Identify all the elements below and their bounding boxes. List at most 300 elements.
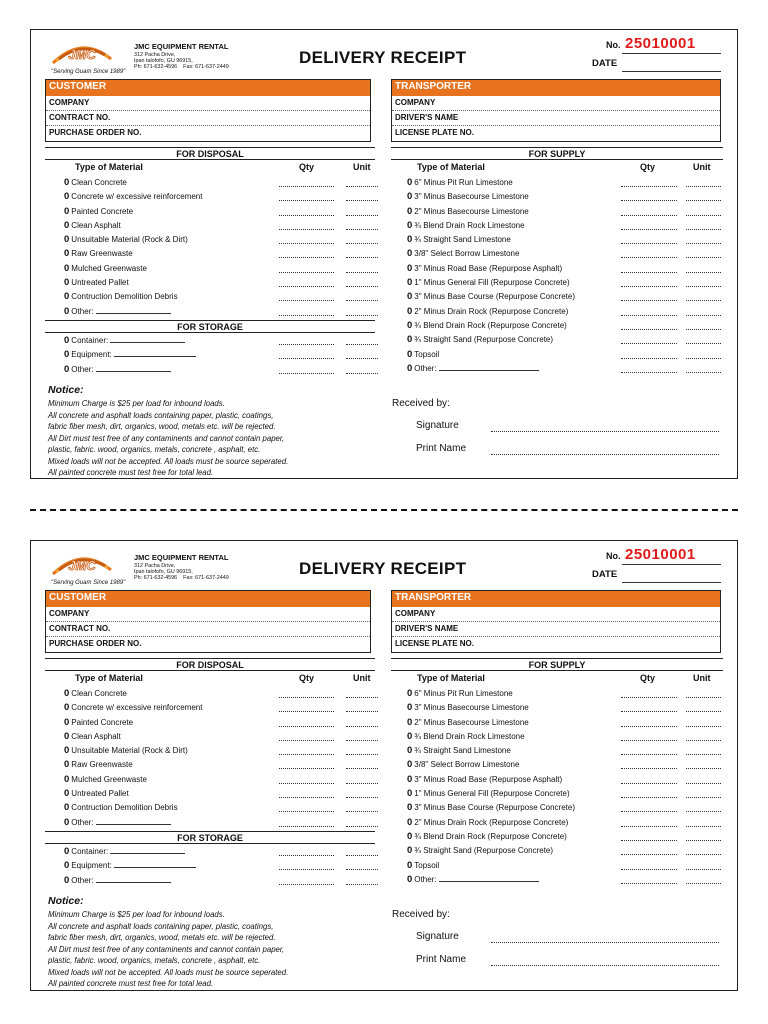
unit-field[interactable] <box>686 697 721 698</box>
transporter-field[interactable]: LICENSE PLATE NO. <box>395 639 474 648</box>
storage-item <box>64 349 374 363</box>
disposal-item <box>64 177 374 191</box>
disposal-item <box>64 745 374 759</box>
item-quantity-zero: 0 <box>407 688 413 699</box>
qty-field[interactable] <box>279 711 334 712</box>
signature-label: Signature <box>416 931 459 942</box>
item-quantity-zero: 0 <box>407 248 413 260</box>
unit-field[interactable] <box>686 315 721 316</box>
disposal-heading: FOR DISPOSAL <box>45 658 375 671</box>
company-city: Ipan talofofo, GU 96915, <box>134 58 193 64</box>
customer-field[interactable]: COMPANY <box>46 607 370 622</box>
disposal-item <box>64 731 374 745</box>
item-quantity-zero: 0 <box>64 262 70 274</box>
disposal-item <box>64 759 374 773</box>
customer-field[interactable]: PURCHASE ORDER NO. <box>49 639 142 648</box>
company-phone: Ph: 671-632-4596 <box>134 575 178 581</box>
customer-field[interactable]: PURCHASE ORDER NO. <box>49 128 142 137</box>
transporter-field[interactable]: DRIVER'S NAME <box>392 622 720 637</box>
item-quantity-zero: 0 <box>64 730 70 742</box>
qty-field[interactable] <box>279 358 334 359</box>
item-quantity-zero: 0 <box>407 702 413 714</box>
qty-field[interactable] <box>621 740 677 741</box>
other-field[interactable] <box>96 818 171 825</box>
item-label: Concrete w/ excessive reinforcement <box>71 192 203 202</box>
qty-field[interactable] <box>621 811 677 812</box>
unit-field[interactable] <box>686 768 721 769</box>
qty-field[interactable] <box>621 797 677 798</box>
supply-item <box>407 306 722 320</box>
signature-field[interactable] <box>491 942 719 943</box>
unit-field[interactable] <box>346 286 378 287</box>
qty-field[interactable] <box>621 372 677 373</box>
notice-title: Notice: <box>48 895 84 907</box>
unit-field[interactable] <box>686 229 721 230</box>
item-label: Topsoil <box>414 349 440 359</box>
company-tagline: "Serving Guam Since 1989" <box>51 580 126 586</box>
qty-field[interactable] <box>621 768 677 769</box>
storage-heading: FOR STORAGE <box>45 320 375 333</box>
storage-field[interactable] <box>110 336 185 343</box>
notice-line: plastic, fabric. wood, organics, metals, concrete , asphalt, etc. <box>48 956 261 965</box>
print-name-label: Print Name <box>416 443 467 454</box>
supply-item <box>407 831 722 845</box>
print-name-field[interactable] <box>491 454 719 455</box>
item-quantity-zero: 0 <box>64 277 70 289</box>
qty-field[interactable] <box>621 697 677 698</box>
item-quantity-zero: 0 <box>64 874 70 886</box>
item-label: ¾ Blend Drain Rock (Repurpose Concrete) <box>414 831 567 841</box>
signature-label: Signature <box>416 420 459 431</box>
item-quantity-zero: 0 <box>407 319 413 331</box>
qty-field[interactable] <box>279 344 334 345</box>
other-field[interactable] <box>439 875 539 882</box>
item-label: 3/8" Select Borrow Limestone <box>414 760 520 770</box>
storage-item <box>64 364 374 378</box>
supply-item <box>407 688 722 702</box>
qty-field[interactable] <box>621 257 677 258</box>
qty-field[interactable] <box>621 215 677 216</box>
unit-field[interactable] <box>686 883 721 884</box>
item-label: Other: <box>414 363 437 373</box>
item-quantity-zero: 0 <box>64 702 70 714</box>
item-quantity-zero: 0 <box>64 248 70 260</box>
item-label: Mulched Greenwaste <box>71 263 147 273</box>
unit-field[interactable] <box>686 358 721 359</box>
item-quantity-zero: 0 <box>407 816 413 828</box>
item-label: Untreated Pallet <box>71 789 129 799</box>
other-field[interactable] <box>439 364 539 371</box>
item-quantity-zero: 0 <box>407 873 413 885</box>
item-quantity-zero: 0 <box>64 335 70 346</box>
item-label: Contruction Demolition Debris <box>71 292 178 302</box>
qty-field[interactable] <box>279 300 334 301</box>
transporter-field[interactable]: COMPANY <box>392 607 720 622</box>
unit-field[interactable] <box>346 215 378 216</box>
item-quantity-zero: 0 <box>64 363 70 375</box>
item-label: 2" Minus Drain Rock (Repurpose Concrete) <box>414 306 569 316</box>
item-quantity-zero: 0 <box>407 191 413 203</box>
qty-field[interactable] <box>279 373 334 374</box>
supply-item <box>407 177 722 191</box>
qty-field[interactable] <box>279 869 334 870</box>
customer-heading: CUSTOMER <box>46 80 370 96</box>
unit-field[interactable] <box>346 855 378 856</box>
unit-field[interactable] <box>346 272 378 273</box>
qty-field[interactable] <box>621 883 677 884</box>
notice-line: fabric fiber mesh, dirt, organics, wood, metals etc. will be rejected. <box>48 422 276 431</box>
unit-field[interactable] <box>686 343 721 344</box>
item-quantity-zero: 0 <box>407 759 413 771</box>
disposal-item <box>64 220 374 234</box>
unit-field[interactable] <box>686 257 721 258</box>
qty-field[interactable] <box>279 243 334 244</box>
unit-field[interactable] <box>686 215 721 216</box>
other-field[interactable] <box>96 307 171 314</box>
item-label: Untreated Pallet <box>71 278 129 288</box>
company-name: JMC EQUIPMENT RENTAL <box>134 553 229 562</box>
unit-field[interactable] <box>346 826 378 827</box>
unit-field[interactable] <box>686 840 721 841</box>
qty-field[interactable] <box>279 855 334 856</box>
disposal-item <box>64 774 374 788</box>
qty-field[interactable] <box>279 826 334 827</box>
unit-field[interactable] <box>686 811 721 812</box>
qty-field[interactable] <box>279 783 334 784</box>
qty-field[interactable] <box>621 200 677 201</box>
qty-field[interactable] <box>279 315 334 316</box>
unit-field[interactable] <box>686 286 721 287</box>
supply-item <box>407 320 722 334</box>
item-quantity-zero: 0 <box>64 773 70 785</box>
supply-item <box>407 291 722 305</box>
item-label: 3" Minus Basecourse Limestone <box>414 703 529 713</box>
unit-field[interactable] <box>686 869 721 870</box>
unit-field[interactable] <box>346 344 378 345</box>
unit-field[interactable] <box>686 186 721 187</box>
disposal-item <box>64 263 374 277</box>
supply-item <box>407 774 722 788</box>
notice-line: All concrete and asphalt loads containing paper, plastic, coatings, <box>48 410 274 420</box>
item-label: Other: <box>71 364 94 374</box>
unit-field[interactable] <box>346 200 378 201</box>
qty-field[interactable] <box>621 272 677 273</box>
item-quantity-zero: 0 <box>64 234 70 246</box>
qty-field[interactable] <box>621 783 677 784</box>
item-quantity-zero: 0 <box>64 305 70 317</box>
item-quantity-zero: 0 <box>64 688 70 699</box>
unit-field[interactable] <box>686 797 721 798</box>
item-label: 3/8" Select Borrow Limestone <box>414 249 520 259</box>
unit-field[interactable] <box>346 768 378 769</box>
item-label: ¾ Straight Sand Limestone <box>414 746 511 756</box>
unit-field[interactable] <box>346 300 378 301</box>
disposal-item <box>64 248 374 262</box>
notice-title: Notice: <box>48 384 84 396</box>
item-quantity-zero: 0 <box>64 205 70 217</box>
qty-field[interactable] <box>621 286 677 287</box>
item-label: Equipment: <box>71 350 112 360</box>
supply-item <box>407 220 722 234</box>
unit-field[interactable] <box>346 754 378 755</box>
document-title: DELIVERY RECEIPT <box>299 559 467 578</box>
qty-field[interactable] <box>621 186 677 187</box>
storage-field[interactable] <box>110 847 185 854</box>
notice-line: All painted concrete must test free for total lead. <box>48 468 214 477</box>
item-label: Raw Greenwaste <box>71 249 133 259</box>
customer-field[interactable]: COMPANY <box>46 96 370 111</box>
unit-field[interactable] <box>686 300 721 301</box>
company-contact <box>134 64 229 70</box>
notice-line: plastic, fabric. wood, organics, metals, concrete , asphalt, etc. <box>48 445 261 454</box>
item-quantity-zero: 0 <box>407 845 413 857</box>
item-label: 2" Minus Basecourse Limestone <box>414 206 529 216</box>
supply-item <box>407 788 722 802</box>
item-label: ¾ Straight Sand (Repurpose Concrete) <box>414 335 554 345</box>
supply-item <box>407 334 722 348</box>
customer-box <box>45 79 371 142</box>
supply-item <box>407 845 722 859</box>
supply-item <box>407 363 722 377</box>
item-label: Other: <box>71 306 94 316</box>
item-label: 3" Minus Base Course (Repurpose Concrete) <box>414 803 575 813</box>
unit-field[interactable] <box>346 257 378 258</box>
supply-col-qty: Qty <box>640 162 656 172</box>
storage-field[interactable] <box>96 876 171 883</box>
item-label: Topsoil <box>414 860 440 870</box>
disposal-col-unit: Unit <box>353 673 371 683</box>
item-quantity-zero: 0 <box>407 262 413 274</box>
received-by-label: Received by: <box>392 909 450 920</box>
company-tagline: "Serving Guam Since 1989" <box>51 69 126 75</box>
receipt-number: 25010001 <box>625 546 696 563</box>
qty-field[interactable] <box>279 811 334 812</box>
item-label: 6" Minus Pit Run Limestone <box>414 178 513 187</box>
unit-field[interactable] <box>346 373 378 374</box>
disposal-col-qty: Qty <box>299 162 315 172</box>
unit-field[interactable] <box>346 811 378 812</box>
storage-items <box>64 335 374 378</box>
received-by-label: Received by: <box>392 398 450 409</box>
item-quantity-zero: 0 <box>64 759 70 771</box>
item-label: Container: <box>71 336 109 345</box>
disposal-col-unit: Unit <box>353 162 371 172</box>
unit-field[interactable] <box>346 740 378 741</box>
item-quantity-zero: 0 <box>407 177 413 188</box>
qty-field[interactable] <box>279 229 334 230</box>
qty-field[interactable] <box>279 272 334 273</box>
supply-item <box>407 817 722 831</box>
transporter-field[interactable]: COMPANY <box>392 96 720 111</box>
qty-field[interactable] <box>279 697 334 698</box>
storage-heading: FOR STORAGE <box>45 831 375 844</box>
supply-item <box>407 745 722 759</box>
disposal-item <box>64 277 374 291</box>
unit-field[interactable] <box>346 315 378 316</box>
item-label: Clean Concrete <box>71 178 127 187</box>
item-quantity-zero: 0 <box>64 219 70 231</box>
cut-line <box>30 509 738 511</box>
unit-field[interactable] <box>686 272 721 273</box>
qty-field[interactable] <box>279 215 334 216</box>
qty-field[interactable] <box>621 358 677 359</box>
storage-item <box>64 846 374 860</box>
customer-box <box>45 590 371 653</box>
supply-item <box>407 759 722 773</box>
qty-field[interactable] <box>621 840 677 841</box>
qty-field[interactable] <box>279 797 334 798</box>
item-quantity-zero: 0 <box>407 859 413 871</box>
item-quantity-zero: 0 <box>64 291 70 303</box>
item-quantity-zero: 0 <box>407 362 413 374</box>
unit-field[interactable] <box>346 229 378 230</box>
receipt-copy <box>30 29 738 479</box>
unit-field[interactable] <box>346 243 378 244</box>
qty-field[interactable] <box>621 854 677 855</box>
storage-item <box>64 335 374 349</box>
item-label: 3" Minus Base Course (Repurpose Concrete) <box>414 292 575 302</box>
supply-item <box>407 874 722 888</box>
storage-field[interactable] <box>114 350 196 357</box>
qty-field[interactable] <box>621 711 677 712</box>
unit-field[interactable] <box>686 740 721 741</box>
qty-field[interactable] <box>279 768 334 769</box>
qty-field[interactable] <box>279 186 334 187</box>
date-field[interactable] <box>622 582 721 583</box>
qty-field[interactable] <box>621 754 677 755</box>
unit-field[interactable] <box>686 711 721 712</box>
supply-col-unit: Unit <box>693 673 711 683</box>
qty-field[interactable] <box>621 343 677 344</box>
transporter-heading: TRANSPORTER <box>392 80 720 96</box>
storage-field[interactable] <box>96 365 171 372</box>
unit-field[interactable] <box>686 329 721 330</box>
qty-field[interactable] <box>621 315 677 316</box>
company-phone: Ph: 671-632-4596 <box>134 64 178 70</box>
qty-field[interactable] <box>621 300 677 301</box>
storage-field[interactable] <box>114 861 196 868</box>
date-field[interactable] <box>622 71 721 72</box>
qty-field[interactable] <box>621 229 677 230</box>
supply-item <box>407 248 722 262</box>
unit-field[interactable] <box>686 372 721 373</box>
supply-col-material: Type of Material <box>417 673 485 683</box>
unit-field[interactable] <box>346 697 378 698</box>
supply-item <box>407 860 722 874</box>
unit-field[interactable] <box>346 783 378 784</box>
storage-item <box>64 860 374 874</box>
qty-field[interactable] <box>279 286 334 287</box>
notice-line: All painted concrete must test free for total lead. <box>48 979 214 988</box>
item-quantity-zero: 0 <box>64 846 70 857</box>
unit-field[interactable] <box>686 726 721 727</box>
qty-field[interactable] <box>279 257 334 258</box>
transporter-field[interactable]: DRIVER'S NAME <box>392 111 720 126</box>
item-label: Raw Greenwaste <box>71 760 133 770</box>
unit-field[interactable] <box>346 884 378 885</box>
company-fax: Fax: 671-637-2449 <box>183 575 229 581</box>
unit-field[interactable] <box>686 826 721 827</box>
disposal-item <box>64 688 374 702</box>
item-quantity-zero: 0 <box>407 745 413 757</box>
logo-text: JMC <box>68 558 96 573</box>
unit-field[interactable] <box>346 186 378 187</box>
disposal-items <box>64 177 374 320</box>
receipt-number-label: No. <box>606 40 621 50</box>
customer-field[interactable]: CONTRACT NO. <box>46 622 370 637</box>
supply-heading: FOR SUPPLY <box>391 658 723 671</box>
qty-field[interactable] <box>621 243 677 244</box>
item-quantity-zero: 0 <box>407 305 413 317</box>
item-quantity-zero: 0 <box>407 348 413 360</box>
unit-field[interactable] <box>686 200 721 201</box>
qty-field[interactable] <box>279 740 334 741</box>
customer-heading: CUSTOMER <box>46 591 370 607</box>
notice-line: All concrete and asphalt loads containing paper, plastic, coatings, <box>48 921 274 931</box>
transporter-box <box>391 79 721 142</box>
unit-field[interactable] <box>346 711 378 712</box>
item-label: 3" Minus Road Base (Repurpose Asphalt) <box>414 774 563 784</box>
date-label: DATE <box>592 569 618 580</box>
disposal-col-material: Type of Material <box>75 673 143 683</box>
unit-field[interactable] <box>686 243 721 244</box>
qty-field[interactable] <box>621 726 677 727</box>
item-quantity-zero: 0 <box>64 349 70 361</box>
unit-field[interactable] <box>686 783 721 784</box>
receipt-header <box>31 541 737 589</box>
company-fax: Fax: 671-637-2449 <box>183 64 229 70</box>
unit-field[interactable] <box>346 869 378 870</box>
qty-field[interactable] <box>279 200 334 201</box>
item-label: 3" Minus Road Base (Repurpose Asphalt) <box>414 263 563 273</box>
company-logo <box>49 550 115 578</box>
qty-field[interactable] <box>621 826 677 827</box>
unit-field[interactable] <box>686 854 721 855</box>
item-label: ¾ Blend Drain Rock Limestone <box>414 220 525 230</box>
signature-field[interactable] <box>491 431 719 432</box>
item-label: Concrete w/ excessive reinforcement <box>71 703 203 713</box>
customer-field[interactable]: CONTRACT NO. <box>46 111 370 126</box>
print-name-field[interactable] <box>491 965 719 966</box>
item-quantity-zero: 0 <box>407 730 413 742</box>
receipt-number: 25010001 <box>625 35 696 52</box>
qty-field[interactable] <box>279 884 334 885</box>
supply-item <box>407 263 722 277</box>
unit-field[interactable] <box>686 754 721 755</box>
unit-field[interactable] <box>346 797 378 798</box>
qty-field[interactable] <box>279 754 334 755</box>
item-label: ¾ Blend Drain Rock Limestone <box>414 731 525 741</box>
item-label: Mulched Greenwaste <box>71 774 147 784</box>
disposal-item <box>64 702 374 716</box>
qty-field[interactable] <box>621 329 677 330</box>
supply-item <box>407 191 722 205</box>
item-quantity-zero: 0 <box>407 205 413 217</box>
storage-items <box>64 846 374 889</box>
item-quantity-zero: 0 <box>407 773 413 785</box>
item-label: Clean Asphalt <box>71 220 121 230</box>
supply-items <box>407 177 722 377</box>
qty-field[interactable] <box>621 869 677 870</box>
item-quantity-zero: 0 <box>64 802 70 814</box>
item-label: Other: <box>414 874 437 884</box>
unit-field[interactable] <box>346 726 378 727</box>
qty-field[interactable] <box>279 726 334 727</box>
item-quantity-zero: 0 <box>407 234 413 246</box>
transporter-field[interactable]: LICENSE PLATE NO. <box>395 128 474 137</box>
unit-field[interactable] <box>346 358 378 359</box>
supply-item <box>407 277 722 291</box>
